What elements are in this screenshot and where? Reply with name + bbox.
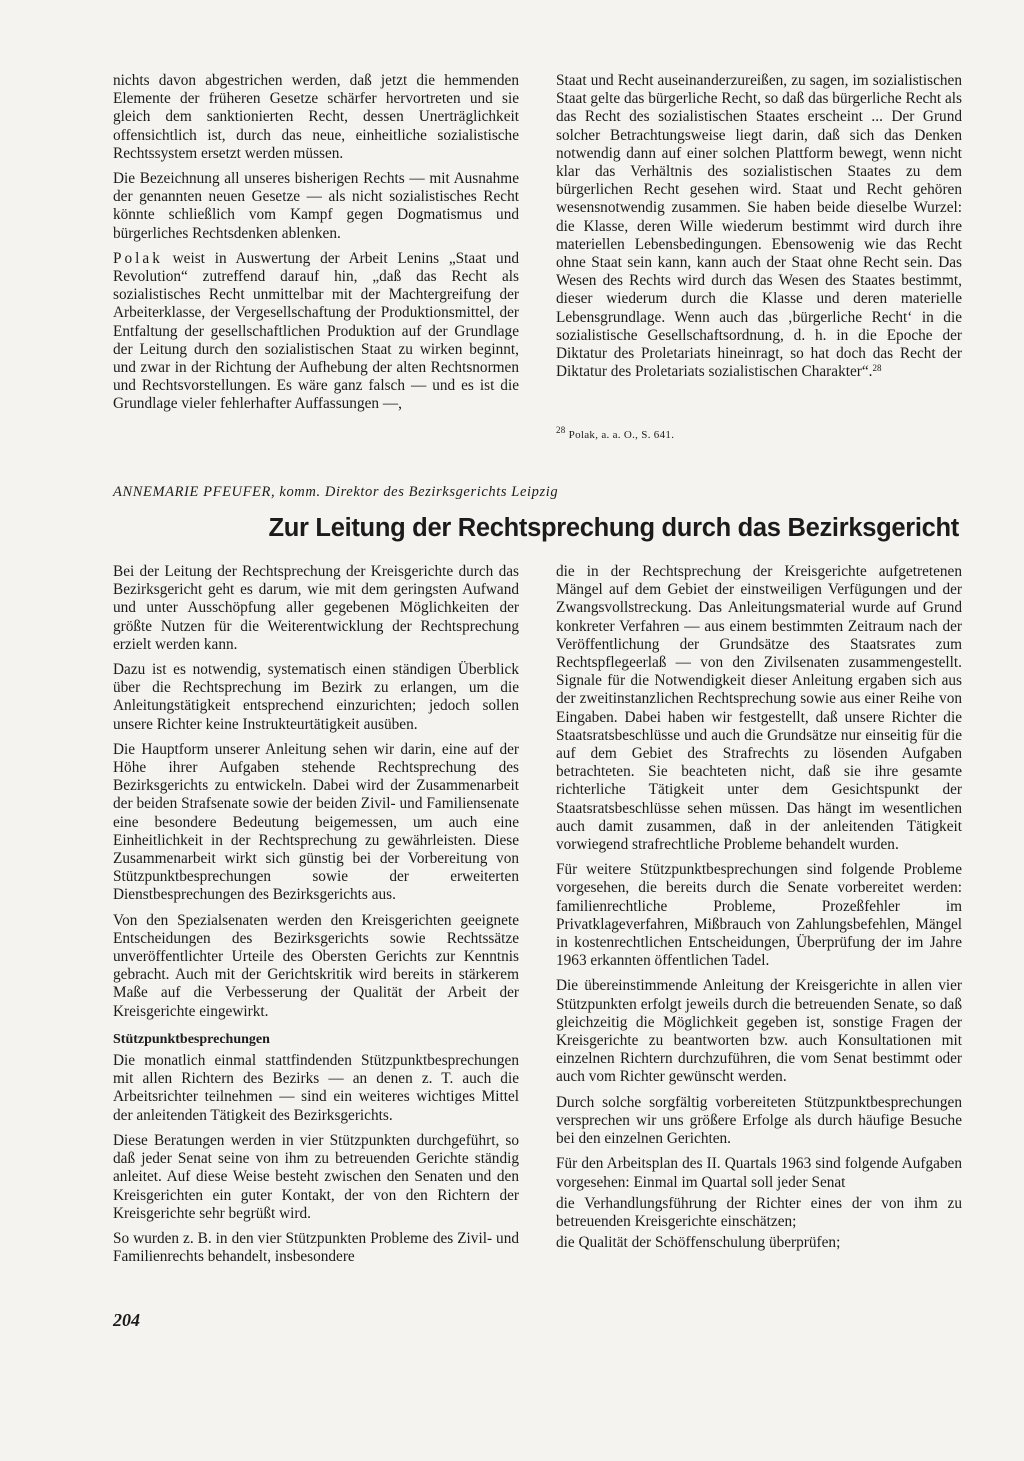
article-title: Zur Leitung der Rechtsprechung durch das Bezirksgericht: [268, 514, 959, 542]
paragraph: Die Bezeichnung all unseres bisherigen Rechts — mit Ausnahme der genannten neuen Gesetze — als nicht sozialistisches Recht könnte schließlich vom Kampf gegen Dogmatismus und bürgerliches Rechtsdenken ablenken.: [113, 170, 519, 242]
paragraph: [556, 72, 962, 381]
paragraph: Für weitere Stützpunktbesprechungen sind folgende Probleme vorgesehen, die bereits durch die Senate vorbereitet werden: familienrechtliche Probleme, Prozeßfehler im Privatklageverfahren, Mißbrauch von Zahlungsbefehlen, Mängel in kostenrechtlichen Entscheidungen, Überprüfung der im Jahre 1963 erkannten öffentlichen Tadel.: [556, 861, 962, 970]
paragraph: So wurden z. B. in den vier Stützpunkten Probleme des Zivil- und Familienrechts behandelt, insbesondere: [113, 1229, 519, 1266]
footnote-ref: 28: [872, 363, 882, 374]
paragraph: Diese Beratungen werden in vier Stützpunkten durchgeführt, so daß jeder Senat seine von ihm zu betreuenden Gerichte ständig anleitet. Auf diese Weise besteht zwischen den Senaten und den Kreisgerichten ein guter Kontakt, der von den Richtern der Kreisgerichte sehr begrüßt wird.: [113, 1131, 519, 1222]
page-number: 204: [113, 1310, 140, 1330]
paragraph: Dazu ist es notwendig, systematisch einen ständigen Überblick über die Rechtsprechung im Bezirk zu erlangen, um die Anleitungstätigkeit entsprechend einzurichten; jedoch sollen unsere Richter keine Instrukteurtätigkeit ausüben.: [113, 661, 519, 733]
footnote-text: Polak, a. a. O., S. 641.: [565, 429, 675, 441]
section-subheading: Stützpunktbesprechungen: [113, 1031, 270, 1047]
paragraph: Die übereinstimmende Anleitung der Kreisgerichte in allen vier Stützpunkten erfolgt jeweils durch die betreuenden Senate, so daß gleichzeitig die Möglichkeit gegeben ist, sonstige Fragen der Kreisgerichte zu beantworten bzw. auch Konsultationen mit einzelnen Richtern durchzuführen, die vom Senat bestimmt oder auch vom Richter gewünscht werden.: [556, 977, 962, 1086]
body-right-column: [556, 563, 962, 1252]
paragraph: die Qualität der Schöffenschulung überprüfen;: [556, 1234, 841, 1252]
paragraph: Von den Spezialsenaten werden den Kreisgerichten geeignete Entscheidungen des Bezirksgerichts sowie Rechtssätze unveröffentlichter Urteile des Obersten Gerichts zur Kenntnis gebracht. Auch mit der Gerichtskritik wird bereits in stärkerem Maße auf die Verbesserung der Qualität der Arbeit der Kreisgerichte eingewirkt.: [113, 911, 519, 1020]
top-right-column: [556, 72, 962, 381]
footnote-number: 28: [556, 425, 566, 435]
author-name: Polak: [113, 249, 163, 267]
paragraph: nichts davon abgestrichen werden, daß jetzt die hemmenden Elemente der früheren Gesetze schärfer hervortreten und sie gleich dem sanktionierten Recht, dessen Unerträglichkeit offensichtlich ist, durch das neue, einheitliche sozialistische Rechtssystem ersetzt werden müssen.: [113, 72, 519, 162]
paragraph: Für den Arbeitsplan des II. Quartals 1963 sind folgende Aufgaben vorgesehen: Einmal im Quartal soll jeder Senat: [556, 1155, 962, 1191]
footnote: [556, 425, 675, 441]
paragraph: Die monatlich einmal stattfindenden Stützpunktbesprechungen mit allen Richtern des Bezirks — an denen z. T. auch die Arbeitsrichter teilnehmen — sind ein weiteres wichtiges Mittel der anleitenden Tätigkeit des Bezirksgerichts.: [113, 1052, 519, 1124]
quote-text: Staat und Recht auseinanderzureißen, zu sagen, im sozialistischen Staat gelte das bürgerliche Recht, so daß das bürgerliche Recht als das Recht des sozialistischen Staates erscheint ... Der Grund solcher Betrachtungsweise liegt darin, daß sich das Denken notwendig dann auf einer solchen Plattform bewegt, wenn nicht klar das Verhältnis des sozialistischen Staates zu dem bürgerlichen Recht gesehen wird. Staat und Recht gehören wesensnotwendig zusammen. Sie haben beide dieselbe Wurzel: die Klasse, deren Wille wiederum bestimmt wird durch ihre materiellen Lebensbedingungen. Ebensowenig wie das Recht ohne Staat sein kann, kann auch der Staat ohne Recht sein. Das Wesen des Rechts wird durch das Wesen des Staates bestimmt, dieser wiederum durch die Klasse und deren materielle Lebensgrundlage. Wenn auch das ‚bürgerliche Recht‘ in die sozialistische Gesellschaftsordnung, d. h. in die Epoche der Diktatur des Proletariats hineinragt, so hat doch das Recht der Diktatur des Proletariats sozialistischen Charakter“.: [556, 72, 962, 381]
paragraph: [113, 250, 519, 414]
paragraph-text: weist in Auswertung der Arbeit Lenins „Staat und Revolution“ zutreffend darauf hin, „daß das Recht als sozialistisches Recht unmittelbar mit der Machtergreifung der Arbeiterklasse, der Vergesellschaftung der Produktionsmittel, der Entfaltung der gesellschaftlichen Produktion auf der Grundlage der Leitung durch den sozialistischen Staat zu wirken beginnt, und zwar in der Richtung der Aufhebung der alten Rechtsnormen und Rechtsvorstellungen. Es wäre ganz falsch — und es ist die Grundlage vieler fehlerhafter Auffassungen —,: [113, 249, 519, 413]
top-left-column: [113, 72, 519, 414]
paragraph: die in der Rechtsprechung der Kreisgerichte aufgetretenen Mängel auf dem Gebiet der einstweiligen Verfügungen und der Zwangsvollstreckung. Das Anleitungsmaterial wurde auf Grund konkreter Verfahren — aus einem bestimmten Zeitraum nach der Veröffentlichung der Grundsätze des Staatsrates zum Rechtspflegeerlaß — von den Zivilsenaten zusammengestellt. Signale für die Notwendigkeit dieser Anleitung ergaben sich aus der zweitinstanzlichen Rechtsprechung sowie aus einer Reihe von Eingaben. Dabei haben wir festgestellt, daß unsere Richter die Staatsratsbeschlüsse und auch die Grundsätze nur einseitig für die auf dem Gebiet des Strafrechts zu lösenden Aufgaben betrachteten. Sie beachteten nicht, daß sie ihre gesamte richterliche Tätigkeit unter dem Gesichtspunkt der Staatsratsbeschlüsse sehen müssen. Das hängt im wesentlichen auch damit zusammen, daß in der anleitenden Tätigkeit vorwiegend strafrechtliche Probleme behandelt wurden.: [556, 563, 962, 854]
paragraph: Durch solche sorgfältig vorbereiteten Stützpunktbesprechungen versprechen wir uns größere Erfolge als durch häufige Besuche bei den einzelnen Gerichten.: [556, 1093, 962, 1148]
paragraph: Die Hauptform unserer Anleitung sehen wir darin, eine auf der Höhe ihrer Aufgaben stehende Rechtsprechung des Bezirksgerichts zu entwickeln. Dabei wird der Zusammenarbeit der beiden Strafsenate sowie der beiden Zivil- und Familiensenate eine besondere Bedeutung beigemessen, um auch eine Einheitlichkeit in der Rechtsprechung zu gewährleisten. Diese Zusammenarbeit wirkt sich günstig bei der Vorbereitung von Stützpunktbesprechungen sowie der erweiterten Dienstbesprechungen des Bezirksgerichts aus.: [113, 740, 519, 904]
body-left-column: [113, 563, 519, 1266]
paragraph: Bei der Leitung der Rechtsprechung der Kreisgerichte durch das Bezirksgericht geht es darum, wie mit dem geringsten Aufwand und unter Ausschöpfung aller gegebenen Möglichkeiten der größte Nutzen für die Weiterentwicklung der Rechtsprechung erzielt werden kann.: [113, 563, 519, 653]
article-byline: ANNEMARIE PFEUFER, komm. Direktor des Bezirksgerichts Leipzig: [113, 484, 559, 500]
paragraph: die Verhandlungsführung der Richter eines der von ihm zu betreuenden Kreisgerichte einschätzen;: [556, 1194, 962, 1230]
